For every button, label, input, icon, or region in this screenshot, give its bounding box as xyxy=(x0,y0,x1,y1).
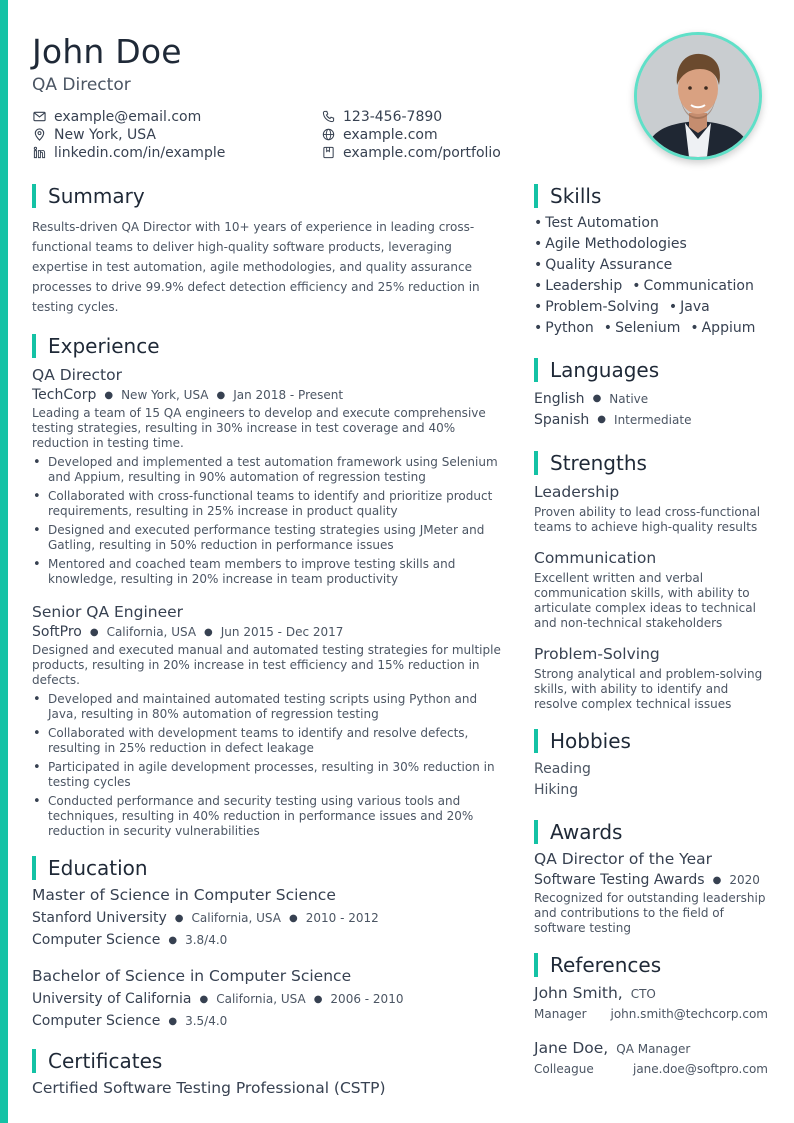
section-title: Education xyxy=(48,856,148,880)
hobby-item: Reading xyxy=(534,761,591,777)
section-accent xyxy=(534,451,538,475)
section-awards xyxy=(534,819,768,845)
contact-website-text: example.com xyxy=(343,126,438,143)
education-school: University of California xyxy=(32,991,192,1007)
award-meta xyxy=(534,872,768,888)
contact-phone-text: 123-456-7890 xyxy=(343,108,443,125)
section-accent xyxy=(32,334,36,358)
list-item: • Conducted performance and security testing using various tools and techniques, resulting in 40% reduction in performance issues and 20% reduction in security vulnerabilities xyxy=(32,794,510,839)
strength-title: Communication xyxy=(534,549,657,567)
section-title: References xyxy=(550,953,662,977)
education-field-row xyxy=(32,929,510,951)
section-hobbies xyxy=(534,728,768,754)
contact-portfolio-text: example.com/portfolio xyxy=(343,144,501,161)
section-accent xyxy=(32,1049,36,1073)
section-accent xyxy=(32,856,36,880)
skill-item: Appium xyxy=(701,320,756,336)
separator-dot: ● xyxy=(89,626,99,638)
section-languages xyxy=(534,357,768,383)
globe-icon xyxy=(321,128,335,142)
contact-location-text: New York, USA xyxy=(54,126,156,143)
reference-email[interactable]: jane.doe@softpro.com xyxy=(632,1062,768,1076)
list-item: • Collaborated with development teams to identify and resolve defects, resulting in 25% reduction in defect leakage xyxy=(32,726,510,756)
strength-title: Problem-Solving xyxy=(534,645,660,663)
strength-item xyxy=(534,549,768,631)
skills-row: • Test Automation xyxy=(534,215,659,231)
certificate-item: Certified Software Testing Professional (CSTP) xyxy=(32,1079,386,1097)
reference-header xyxy=(534,984,768,1002)
strength-description: Proven ability to lead cross-functional teams to achieve high-quality results xyxy=(534,505,761,534)
list-item: • Participated in agile development processes, resulting in 30% reduction in testing cycles xyxy=(32,760,510,790)
section-title: Hobbies xyxy=(550,729,631,753)
experience-description: Leading a team of 15 QA engineers to develop and execute comprehensive testing strategies, resulting in 30% increase in test coverage and 40% reduction in testing time. xyxy=(32,406,486,450)
contact-linkedin-text: linkedin.com/in/example xyxy=(54,144,226,161)
skills-row: • Quality Assurance xyxy=(534,257,673,273)
language-name: English xyxy=(534,390,585,407)
skill-item: Java xyxy=(680,299,710,315)
skill-item: Problem-Solving xyxy=(545,299,659,315)
mail-icon xyxy=(32,110,46,124)
skills-row: • Leadership • Communication xyxy=(534,278,754,294)
section-accent xyxy=(534,184,538,208)
skills-row: • Agile Methodologies xyxy=(534,236,687,252)
skills-list xyxy=(534,213,768,339)
section-skills xyxy=(534,183,768,209)
experience-item xyxy=(32,603,510,839)
education-gpa: 3.5/4.0 xyxy=(185,1014,228,1028)
reference-position: CTO xyxy=(630,987,656,1001)
education-gpa: 3.8/4.0 xyxy=(185,933,228,947)
education-field: Computer Science xyxy=(32,1013,161,1029)
language-level: Intermediate xyxy=(614,412,692,427)
experience-bullets xyxy=(32,692,510,839)
contact-phone[interactable] xyxy=(321,108,592,125)
section-title: Languages xyxy=(550,358,660,382)
education-dates: 2006 - 2010 xyxy=(330,992,404,1006)
separator-dot: ● xyxy=(168,934,178,946)
section-title: Strengths xyxy=(550,451,647,475)
section-summary xyxy=(32,183,510,209)
strength-item xyxy=(534,483,768,535)
skill-item: Selenium xyxy=(615,320,681,336)
strength-item xyxy=(534,645,768,712)
contact-website[interactable] xyxy=(321,126,592,143)
list-item: • Developed and maintained automated testing scripts using Python and Java, resulting in 80% automation of regression testing xyxy=(32,692,510,722)
reference-position: QA Manager xyxy=(616,1042,691,1056)
skills-row: • Problem-Solving • Java xyxy=(534,299,710,315)
section-title: Experience xyxy=(48,334,160,358)
education-location: California, USA xyxy=(191,911,281,925)
education-field: Computer Science xyxy=(32,932,161,948)
skill-item: Leadership xyxy=(545,278,623,294)
linkedin-icon xyxy=(32,146,46,160)
contact-email[interactable] xyxy=(32,108,321,125)
experience-location: New York, USA xyxy=(121,388,209,402)
avatar xyxy=(634,32,762,160)
skill-item: Agile Methodologies xyxy=(545,236,687,252)
section-certificates xyxy=(32,1048,510,1074)
contact-email-text: example@email.com xyxy=(54,108,202,125)
list-item: • Developed and implemented a test automation framework using Selenium and Appium, resulting in 90% automation of regression testing xyxy=(32,455,510,485)
separator-dot: ● xyxy=(313,993,323,1005)
education-meta xyxy=(32,907,510,929)
section-experience xyxy=(32,333,510,359)
experience-title: QA Director xyxy=(32,366,122,384)
skills-row: • Python • Selenium • Appium xyxy=(534,320,756,336)
education-degree: Bachelor of Science in Computer Science xyxy=(32,967,352,985)
separator-dot: ● xyxy=(216,389,226,401)
experience-description: Designed and executed manual and automated testing strategies for multiple products, resulting in 20% increase in test efficiency and 15% reduction in defects. xyxy=(32,643,501,687)
education-school: Stanford University xyxy=(32,910,167,926)
reference-details xyxy=(534,1062,768,1076)
experience-title: Senior QA Engineer xyxy=(32,603,184,621)
education-dates: 2010 - 2012 xyxy=(305,911,379,925)
education-degree: Master of Science in Computer Science xyxy=(32,886,336,904)
candidate-title: QA Director xyxy=(32,75,131,95)
award-year: 2020 xyxy=(729,873,760,887)
resume-page xyxy=(32,0,768,1123)
education-item xyxy=(32,967,510,1032)
hobby-item: Hiking xyxy=(534,782,579,798)
separator-dot: ● xyxy=(204,626,213,638)
section-title: Awards xyxy=(550,820,623,844)
experience-bullets xyxy=(32,455,510,587)
reference-header xyxy=(534,1039,768,1057)
section-strengths xyxy=(534,450,768,476)
list-item: • Collaborated with cross-functional teams to identify and prioritize product requirements, resulting in 25% increase in product quality xyxy=(32,489,510,519)
contact-portfolio[interactable] xyxy=(321,144,592,161)
phone-icon xyxy=(321,110,335,124)
separator-dot: ● xyxy=(597,414,607,425)
experience-meta xyxy=(32,387,510,403)
languages-list xyxy=(534,388,768,430)
strength-title: Leadership xyxy=(534,483,620,501)
skill-item: Quality Assurance xyxy=(545,257,673,273)
reference-relation: Manager xyxy=(534,1007,587,1021)
reference-relation: Colleague xyxy=(534,1062,594,1076)
bookmark-icon xyxy=(321,146,335,160)
reference-details xyxy=(534,1007,768,1021)
strength-description: Excellent written and verbal communication skills, with ability to articulate complex ideas to technical and non-technical stakeholders xyxy=(534,571,756,630)
separator-dot: ● xyxy=(288,912,298,924)
education-meta xyxy=(32,988,510,1010)
separator-dot: ● xyxy=(592,393,602,404)
award-description: Recognized for outstanding leadership and contributions to the field of software testing xyxy=(534,891,766,935)
reference-email[interactable]: john.smith@techcorp.com xyxy=(610,1007,768,1021)
section-accent xyxy=(32,184,36,208)
contact-linkedin[interactable] xyxy=(32,144,321,161)
education-field-row xyxy=(32,1010,510,1032)
award-item xyxy=(534,850,768,936)
skill-item: Communication xyxy=(643,278,754,294)
section-references xyxy=(534,952,768,978)
education-item xyxy=(32,886,510,951)
section-accent xyxy=(534,358,538,382)
separator-dot: ● xyxy=(199,993,209,1005)
main-column xyxy=(32,183,510,1097)
separator-dot: ● xyxy=(712,874,722,886)
section-accent xyxy=(534,953,538,977)
section-education xyxy=(32,855,510,881)
summary-text: Results-driven QA Director with 10+ years of experience in leading cross-functional teams to deliver high-quality software products, leveraging expertise in test automation, agile methodologies, and quality assurance processes to drive 99.9% defect detection efficiency and 25% reduction in testing cycles. xyxy=(32,220,480,314)
experience-dates: Jun 2015 - Dec 2017 xyxy=(220,625,344,639)
location-icon xyxy=(32,128,46,142)
experience-company: TechCorp xyxy=(32,387,97,403)
reference-item xyxy=(534,984,768,1021)
reference-item xyxy=(534,1039,768,1076)
section-accent xyxy=(534,729,538,753)
separator-dot: ● xyxy=(104,389,114,401)
strength-description: Strong analytical and problem-solving skills, with ability to identify and resolve complex technical issues xyxy=(534,667,763,711)
side-column xyxy=(534,183,768,1090)
list-item: • Mentored and coached team members to improve testing skills and knowledge, resulting in 20% increase in team productivity xyxy=(32,557,510,587)
education-location: California, USA xyxy=(216,992,306,1006)
language-level: Native xyxy=(609,391,649,406)
separator-dot: ● xyxy=(174,912,184,924)
skill-item: Python xyxy=(545,320,594,336)
skill-item: Test Automation xyxy=(545,215,659,231)
accent-bar xyxy=(0,0,8,1123)
experience-location: California, USA xyxy=(106,625,197,639)
experience-item xyxy=(32,366,510,587)
section-title: Summary xyxy=(48,184,145,208)
reference-name: John Smith, xyxy=(534,984,623,1002)
separator-dot: ● xyxy=(168,1015,178,1027)
language-item xyxy=(534,409,768,430)
award-issuer: Software Testing Awards xyxy=(534,872,705,888)
language-item xyxy=(534,388,768,409)
section-accent xyxy=(534,820,538,844)
candidate-name: John Doe xyxy=(32,32,182,71)
section-title: Certificates xyxy=(48,1049,163,1073)
list-item: • Designed and executed performance testing strategies using JMeter and Gatling, resulting in 50% reduction in performance issues xyxy=(32,523,510,553)
experience-company: SoftPro xyxy=(32,624,82,640)
reference-name: Jane Doe, xyxy=(534,1039,609,1057)
experience-dates: Jan 2018 - Present xyxy=(233,388,344,402)
experience-meta xyxy=(32,624,510,640)
contact-list xyxy=(32,108,592,161)
contact-location xyxy=(32,126,321,143)
section-title: Skills xyxy=(550,184,602,208)
hobbies-list xyxy=(534,759,768,801)
language-name: Spanish xyxy=(534,411,590,428)
award-title: QA Director of the Year xyxy=(534,850,712,868)
